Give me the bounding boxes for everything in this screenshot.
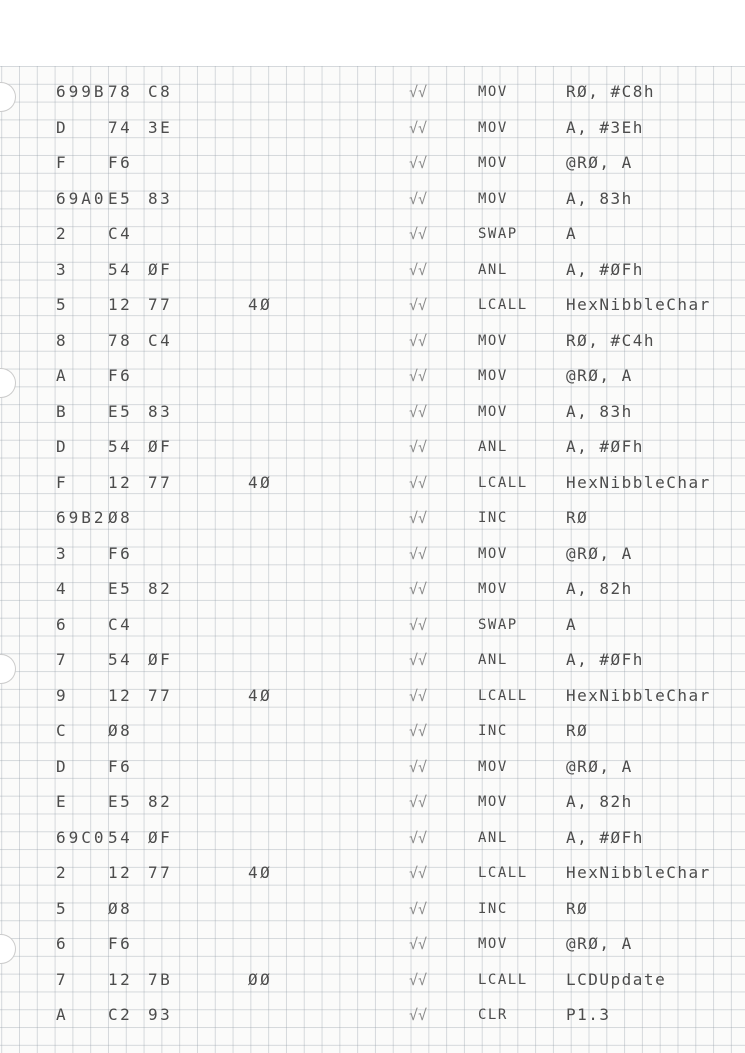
mnemonic-cell: LCALL [478,474,528,491]
opcode-byte-cell: E5 [108,579,133,598]
address-cell: 6 [56,934,69,953]
operand-byte-cell: 4Ø [248,472,273,492]
operand-byte-cell: C4 [148,330,173,350]
opcode-byte-cell: 74 [108,117,133,137]
address-cell: 69A0 [56,188,107,208]
address-cell: D [56,437,69,456]
address-cell: 69C0 [56,827,107,847]
operands-cell: RØ, #C8h [566,82,656,101]
mnemonic-cell: ANL [478,261,508,278]
operands-cell: A, #ØFh [566,650,644,669]
listing-row [0,361,745,391]
mnemonic-cell: MOV [478,545,508,562]
opcode-byte-cell: 54 [108,259,133,279]
mnemonic-cell: MOV [478,403,508,420]
address-cell: B [56,401,69,421]
check-mark: √√ [409,118,428,137]
opcode-byte-cell: 54 [108,437,133,456]
address-cell: 9 [56,685,69,705]
mnemonic-cell: ANL [478,439,508,455]
check-mark: √√ [409,331,428,350]
check-mark: √√ [409,899,428,918]
mnemonic-cell: LCALL [478,687,528,704]
opcode-byte-cell: E5 [108,188,133,208]
operand-byte-cell: ØF [148,827,173,847]
operand-byte-cell: 83 [148,188,173,208]
opcode-byte-cell: 12 [108,863,133,882]
listing-row [0,610,745,640]
operands-cell: A, #ØFh [566,437,644,456]
opcode-byte-cell: 12 [108,295,133,314]
listing-row [0,432,745,462]
listing-row [0,716,745,746]
address-cell: 8 [56,330,69,350]
operands-cell: HexNibbleChar [566,472,711,492]
check-mark: √√ [409,615,428,634]
opcode-byte-cell: 54 [108,827,133,847]
opcode-byte-cell: F6 [108,756,133,776]
check-mark: √√ [409,757,428,776]
operands-cell: A, #ØFh [566,827,644,847]
listing-row [0,539,745,569]
mnemonic-cell: INC [478,900,508,917]
address-cell: 2 [56,863,69,882]
opcode-byte-cell: 12 [108,685,133,705]
operands-cell: @RØ, A [566,153,633,172]
opcode-byte-cell: Ø8 [108,898,133,918]
operands-cell: @RØ, A [566,756,633,776]
address-cell: 7 [56,650,69,669]
operands-cell: A [566,614,578,634]
listing-row [0,752,745,782]
operands-cell: A, 82h [566,579,633,598]
operand-byte-cell: 82 [148,792,173,811]
opcode-byte-cell: Ø8 [108,508,133,527]
mnemonic-cell: MOV [478,119,508,136]
opcode-byte-cell: Ø8 [108,721,133,740]
operand-byte-cell: 4Ø [248,295,273,314]
address-cell: E [56,792,69,811]
address-cell: 6 [56,614,69,634]
operands-cell: HexNibbleChar [566,685,711,705]
check-mark: √√ [409,154,428,172]
address-cell: D [56,117,69,137]
operand-byte-cell: 7B [148,969,173,989]
operand-byte-cell: 83 [148,401,173,421]
operands-cell: A, 83h [566,401,633,421]
mnemonic-cell: SWAP [478,226,518,242]
mnemonic-cell: MOV [478,794,508,810]
listing-row [0,823,745,853]
operands-cell: @RØ, A [566,366,633,385]
check-mark: √√ [409,260,428,279]
operand-byte-cell: 3E [148,117,173,137]
address-cell: 3 [56,543,69,563]
listing-row [0,929,745,959]
address-cell: 7 [56,969,69,989]
opcode-byte-cell: E5 [108,401,133,421]
listing-row [0,894,745,924]
operands-cell: P1.3 [566,1005,611,1024]
address-cell: A [56,1005,69,1024]
operands-cell: RØ [566,508,589,527]
address-cell: 2 [56,224,69,243]
mnemonic-cell: SWAP [478,616,518,633]
operand-byte-cell: 77 [148,863,173,882]
listing-row [0,326,745,356]
operand-byte-cell: 77 [148,472,173,492]
operands-cell: RØ [566,898,589,918]
listing-row [0,113,745,143]
listing-row [0,290,745,320]
operand-byte-cell: ØF [148,650,173,669]
mnemonic-cell: MOV [478,332,508,349]
mnemonic-cell: ANL [478,652,508,668]
operands-cell: RØ, #C4h [566,330,656,350]
operands-cell: A, #3Eh [566,117,644,137]
address-cell: 5 [56,295,69,314]
check-mark: √√ [409,473,428,492]
check-mark: √√ [409,828,428,847]
listing-row [0,219,745,249]
check-mark: √√ [409,793,428,811]
check-mark: √√ [409,651,428,669]
check-mark: √√ [409,686,428,705]
operand-byte-cell: 4Ø [248,685,273,705]
address-cell: C [56,721,69,740]
operand-byte-cell: 82 [148,579,173,598]
opcode-byte-cell: F6 [108,366,133,385]
listing-row [0,965,745,995]
mnemonic-cell: MOV [478,581,508,597]
operand-byte-cell: ØF [148,259,173,279]
operands-cell: A, 83h [566,188,633,208]
check-mark: √√ [409,935,428,953]
opcode-byte-cell: F6 [108,543,133,563]
address-cell: D [56,756,69,776]
listing-row [0,397,745,427]
operands-cell: HexNibbleChar [566,295,711,314]
operand-byte-cell: 93 [148,1005,173,1024]
check-mark: √√ [409,1006,428,1024]
mnemonic-cell: MOV [478,758,508,775]
address-cell: F [56,153,69,172]
operand-byte-cell: 77 [148,295,173,314]
check-mark: √√ [409,189,428,208]
check-mark: √√ [409,970,428,989]
operands-cell: A, 82h [566,792,633,811]
mnemonic-cell: MOV [478,368,508,384]
mnemonic-cell: MOV [478,190,508,207]
operands-cell: LCDUpdate [566,969,667,989]
mnemonic-cell: MOV [478,155,508,171]
check-mark: √√ [409,544,428,563]
opcode-byte-cell: F6 [108,934,133,953]
operands-cell: @RØ, A [566,934,633,953]
check-mark: √√ [409,722,428,740]
opcode-byte-cell: 78 [108,82,133,101]
opcode-byte-cell: F6 [108,153,133,172]
listing-row [0,1000,745,1030]
mnemonic-cell: MOV [478,936,508,952]
operand-byte-cell: ØF [148,437,173,456]
opcode-byte-cell: 78 [108,330,133,350]
operands-cell: @RØ, A [566,543,633,563]
opcode-byte-cell: E5 [108,792,133,811]
check-mark: √√ [409,83,428,101]
mnemonic-cell: LCALL [478,971,528,988]
operand-byte-cell: C8 [148,82,173,101]
address-cell: 4 [56,579,69,598]
listing-row [0,574,745,604]
listing-row [0,468,745,498]
listing-row [0,787,745,817]
listing-row [0,77,745,107]
check-mark: √√ [409,367,428,385]
operands-cell: RØ [566,721,589,740]
address-cell: 69B2 [56,508,107,527]
check-mark: √√ [409,402,428,421]
check-mark: √√ [409,225,428,243]
check-mark: √√ [409,438,428,456]
address-cell: 5 [56,898,69,918]
address-cell: F [56,472,69,492]
mnemonic-cell: INC [478,723,508,739]
check-mark: √√ [409,864,428,882]
listing-row [0,148,745,178]
listing-row [0,858,745,888]
listing-row [0,255,745,285]
opcode-byte-cell: C4 [108,614,133,634]
opcode-byte-cell: C4 [108,224,133,243]
listing-row [0,681,745,711]
check-mark: √√ [409,509,428,527]
mnemonic-cell: CLR [478,1007,508,1023]
listing-row [0,503,745,533]
mnemonic-cell: MOV [478,84,508,100]
mnemonic-cell: ANL [478,829,508,846]
opcode-byte-cell: C2 [108,1005,133,1024]
check-mark: √√ [409,296,428,314]
opcode-byte-cell: 12 [108,472,133,492]
operand-byte-cell: 77 [148,685,173,705]
operands-cell: A, #ØFh [566,259,644,279]
operands-cell: A [566,224,578,243]
operands-cell: HexNibbleChar [566,863,711,882]
address-cell: 699B [56,82,107,101]
opcode-byte-cell: 54 [108,650,133,669]
listing-row [0,184,745,214]
check-mark: √√ [409,580,428,598]
opcode-byte-cell: 12 [108,969,133,989]
operand-byte-cell: ØØ [248,969,273,989]
mnemonic-cell: LCALL [478,865,528,881]
mnemonic-cell: LCALL [478,297,528,313]
listing-row [0,645,745,675]
mnemonic-cell: INC [478,510,508,526]
operand-byte-cell: 4Ø [248,863,273,882]
address-cell: A [56,366,69,385]
address-cell: 3 [56,259,69,279]
